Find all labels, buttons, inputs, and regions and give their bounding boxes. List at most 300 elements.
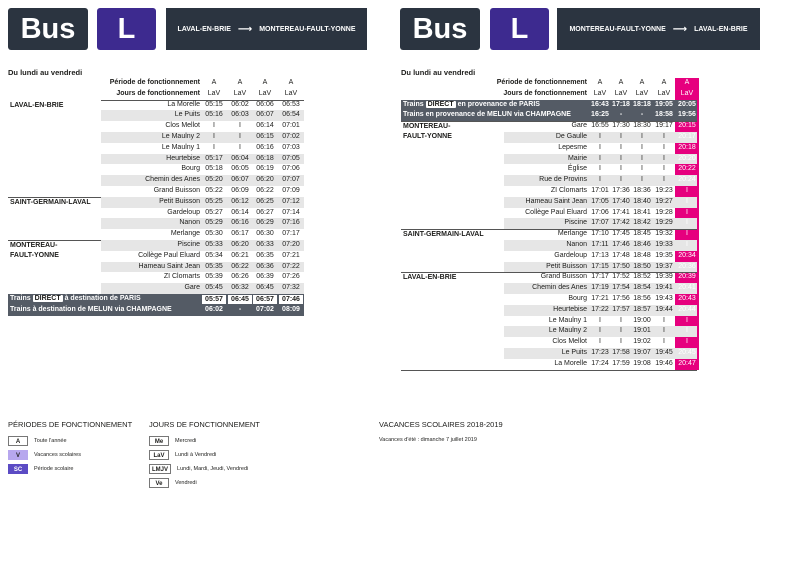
legend-item xyxy=(149,434,260,448)
time-cell: I xyxy=(663,143,665,151)
time-cell: 19:01 xyxy=(633,327,651,335)
zone-label: MONTEREAU- FAULT-YONNE xyxy=(10,242,59,259)
code-badge: SC xyxy=(8,464,28,474)
time-cell: 17:19 xyxy=(591,284,609,292)
time-cell: I xyxy=(239,143,241,151)
legend-label: Lundi, Mardi, Jeudi, Vendredi xyxy=(177,466,249,472)
time-cell: I xyxy=(641,154,643,162)
timetable-row xyxy=(101,132,304,143)
time-cell: 06:14 xyxy=(231,208,249,216)
time-cell: I xyxy=(599,338,601,346)
train-time: 17:18 xyxy=(612,100,630,108)
stop-name: Hameau Saint Jean xyxy=(525,197,587,205)
timetable-row xyxy=(504,154,697,165)
time-cell: 17:06 xyxy=(591,208,609,216)
bus-badge: Bus xyxy=(8,8,88,50)
train-label: Trains à destination de MELUN via CHAMPAGNE xyxy=(10,305,172,313)
time-cell: 18:41 xyxy=(633,208,651,216)
timetable-row xyxy=(101,229,304,240)
time-cell: 06:36 xyxy=(256,262,274,270)
timetable-row xyxy=(101,283,304,294)
header-cell: LaV xyxy=(258,89,272,97)
train-time: 05:57 xyxy=(202,295,226,305)
time-cell: 06:12 xyxy=(231,197,249,205)
header-cell: A xyxy=(661,79,667,86)
stop-name: Clos Mellot xyxy=(552,338,587,346)
time-cell: 20:18 xyxy=(678,143,696,151)
time-cell: 06:25 xyxy=(256,197,274,205)
time-cell: 05:29 xyxy=(205,219,223,227)
timetable-row xyxy=(504,197,697,208)
train-time: 06:57 xyxy=(253,295,277,305)
stop-name: Le Maulny 1 xyxy=(161,143,200,151)
time-cell: I xyxy=(686,230,688,238)
train-time: 18:18 xyxy=(633,100,651,108)
time-cell: 06:15 xyxy=(256,133,274,140)
time-cell: 17:36 xyxy=(612,187,630,194)
time-cell: 17:05 xyxy=(591,197,609,205)
legend-label: Période scolaire xyxy=(34,466,74,472)
timetable-row xyxy=(504,208,697,219)
stop-name: Grand Buisson xyxy=(153,187,200,194)
time-cell: 06:14 xyxy=(256,122,274,130)
direction-banner xyxy=(557,8,760,50)
code-badge: Me xyxy=(149,436,169,446)
time-cell: 05:20 xyxy=(205,176,223,184)
stop-name: Clos Mellot xyxy=(165,122,200,130)
stop-name: Chemin des Anes xyxy=(532,284,587,292)
time-cell: I xyxy=(599,143,601,151)
stop-name: De Gaulle xyxy=(555,133,587,140)
time-cell: 06:26 xyxy=(231,273,249,281)
stop-name: Bourg xyxy=(568,295,587,302)
stop-name: ZI Clomarts xyxy=(550,187,587,194)
train-time: 18:58 xyxy=(655,111,673,119)
time-cell: 05:35 xyxy=(205,262,223,270)
holidays-title: VACANCES SCOLAIRES 2018-2019 xyxy=(379,420,503,429)
time-cell: 20:34 xyxy=(678,251,696,259)
train-time: 20:05 xyxy=(678,100,696,108)
time-cell: 07:26 xyxy=(282,273,300,281)
time-cell: 19:39 xyxy=(655,273,673,281)
time-cell: I xyxy=(620,176,622,184)
time-cell: 06:06 xyxy=(256,100,274,108)
timetable-row xyxy=(504,283,697,294)
time-cell: I xyxy=(620,154,622,162)
stop-name: Petit Buisson xyxy=(159,197,200,205)
header-cell: LaV xyxy=(635,89,649,97)
stop-name: Collège Paul Eluard xyxy=(138,251,200,259)
destination-label: LAVAL-EN-BRIE xyxy=(694,25,748,33)
header-cell: LaV xyxy=(680,89,694,97)
timetable-row xyxy=(504,359,697,370)
time-cell: I xyxy=(599,327,601,335)
stop-name: Le Puits xyxy=(174,111,200,119)
timetable-row xyxy=(504,305,697,316)
time-cell: 18:56 xyxy=(633,295,651,302)
time-cell: 05:39 xyxy=(205,273,223,281)
train-time: - xyxy=(238,305,242,313)
time-cell: I xyxy=(663,133,665,140)
stop-name: Le Maulny 2 xyxy=(161,133,200,140)
time-cell: 18:57 xyxy=(633,305,651,313)
time-cell: 07:06 xyxy=(282,165,300,173)
time-cell: 16:55 xyxy=(591,122,609,130)
time-cell: 19:45 xyxy=(655,349,673,356)
bus-badge: Bus xyxy=(400,8,480,50)
train-time: 16:43 xyxy=(591,100,609,108)
time-cell: 19:27 xyxy=(655,197,673,205)
timetable-row xyxy=(504,326,697,337)
time-cell: 17:01 xyxy=(591,187,609,194)
direct-tag: DIRECT xyxy=(34,295,61,302)
timetable-row xyxy=(101,240,304,251)
stop-name: Le Puits xyxy=(561,349,587,356)
time-cell: I xyxy=(620,327,622,335)
time-cell: I xyxy=(663,338,665,346)
timetable-row xyxy=(504,337,697,348)
time-cell: 06:18 xyxy=(256,154,274,162)
time-cell: 20:15 xyxy=(678,122,696,130)
timetable-right xyxy=(401,78,697,380)
timetable-row xyxy=(101,154,304,165)
stop-name: Lepesme xyxy=(558,143,587,151)
stop-name: Piscine xyxy=(177,241,200,248)
time-cell: 20:24 xyxy=(678,176,696,184)
stop-name: Heurtebise xyxy=(553,305,587,313)
time-cell: I xyxy=(686,338,688,346)
time-cell: 17:48 xyxy=(612,251,630,259)
legend-days xyxy=(149,420,260,490)
zone-label: SAINT-GERMAIN-LAVAL xyxy=(403,231,484,239)
time-cell: 06:54 xyxy=(282,111,300,119)
time-cell: 06:45 xyxy=(256,284,274,292)
time-cell: 19:08 xyxy=(633,359,651,367)
stop-name: Nanon xyxy=(566,241,587,248)
stop-name: Bourg xyxy=(181,165,200,173)
time-cell: 20:47 xyxy=(678,359,696,367)
time-cell: 07:14 xyxy=(282,208,300,216)
days-caption: Du lundi au vendredi xyxy=(401,68,476,77)
time-cell: 17:07 xyxy=(591,219,609,227)
time-cell: I xyxy=(663,316,665,324)
time-cell: I xyxy=(599,154,601,162)
time-cell: 06:05 xyxy=(231,165,249,173)
time-cell: 19:29 xyxy=(655,219,673,227)
time-cell: 07:09 xyxy=(282,187,300,194)
time-cell: 19:43 xyxy=(655,295,673,302)
timetable-row xyxy=(504,186,697,197)
direction-banner xyxy=(166,8,367,50)
train-label: Trains en provenance de MELUN via CHAMPAGNE xyxy=(403,111,571,119)
timetable-row xyxy=(504,121,697,132)
time-cell: I xyxy=(239,122,241,130)
days-caption: Du lundi au vendredi xyxy=(8,68,83,77)
time-cell: 20:36 xyxy=(678,262,696,270)
stop-name: Grand Buisson xyxy=(540,273,587,281)
time-cell: 06:22 xyxy=(256,187,274,194)
timetable-row xyxy=(101,272,304,283)
train-melun-row xyxy=(8,305,304,316)
stop-name: Gardeloup xyxy=(554,251,587,259)
time-cell: 20:45 xyxy=(678,349,696,356)
legend-item xyxy=(8,434,132,448)
time-cell: 19:41 xyxy=(655,284,673,292)
time-cell: 06:32 xyxy=(231,284,249,292)
header-cell: A xyxy=(288,79,294,86)
time-cell: 05:45 xyxy=(205,284,223,292)
time-cell: I xyxy=(599,176,601,184)
time-cell: 18:45 xyxy=(633,230,651,238)
header-cell: A xyxy=(237,79,243,86)
train-suffix: à destination de PARIS xyxy=(64,295,141,302)
timetable-row xyxy=(101,175,304,186)
stop-name: Hameau Saint Jean xyxy=(138,262,200,270)
time-cell: 07:32 xyxy=(282,284,300,292)
time-cell: I xyxy=(641,176,643,184)
timetable-row xyxy=(101,197,304,208)
time-cell: 06:22 xyxy=(231,262,249,270)
stop-name: La Morelle xyxy=(554,359,587,367)
train-direct-row xyxy=(401,100,697,111)
time-cell: 06:17 xyxy=(231,230,249,238)
time-cell: 19:46 xyxy=(655,359,673,367)
legend-label: Vacances scolaires xyxy=(34,452,81,458)
train-time: 07:46 xyxy=(279,295,303,305)
header-cell: A xyxy=(618,79,624,86)
time-cell: 06:09 xyxy=(231,187,249,194)
time-cell: 06:33 xyxy=(256,241,274,248)
timetable-row xyxy=(504,229,697,240)
time-cell: 06:16 xyxy=(256,143,274,151)
timetable-row xyxy=(101,262,304,273)
header-cell: LaV xyxy=(657,89,671,97)
time-cell: 19:35 xyxy=(655,251,673,259)
time-cell: 18:50 xyxy=(633,262,651,270)
stop-name: Gare xyxy=(184,284,200,292)
time-cell: 05:33 xyxy=(205,241,223,248)
time-cell: I xyxy=(620,316,622,324)
time-cell: 06:53 xyxy=(282,100,300,108)
time-cell: 17:15 xyxy=(591,262,609,270)
time-cell: I xyxy=(213,122,215,130)
time-cell: 17:21 xyxy=(591,295,609,302)
train-time: 07:02 xyxy=(256,305,274,313)
time-cell: 07:17 xyxy=(282,230,300,238)
time-cell: 07:16 xyxy=(282,219,300,227)
time-cell: 06:20 xyxy=(256,176,274,184)
train-direct-row xyxy=(8,294,304,305)
zone-label: LAVAL-EN-BRIE xyxy=(403,274,457,282)
time-cell: 17:10 xyxy=(591,230,609,238)
time-cell: I xyxy=(686,327,688,335)
code-badge: Ve xyxy=(149,478,169,488)
stop-name: Merlange xyxy=(170,230,200,238)
time-cell: 05:27 xyxy=(205,208,223,216)
zone-label: LAVAL-EN-BRIE xyxy=(10,101,64,109)
time-cell: 07:03 xyxy=(282,143,300,151)
origin-label: MONTEREAU-FAULT-YONNE xyxy=(569,25,666,33)
timetable-row xyxy=(101,100,304,111)
stop-name: Gardeloup xyxy=(167,208,200,216)
code-badge: LMJV xyxy=(149,464,171,474)
time-cell: 17:45 xyxy=(612,230,630,238)
stop-name: Collège Paul Eluard xyxy=(525,208,587,216)
header-cell: A xyxy=(211,79,217,86)
time-cell: 17:56 xyxy=(612,295,630,302)
stop-name: ZI Clomarts xyxy=(163,273,200,281)
time-cell: 07:20 xyxy=(282,241,300,248)
time-cell: 05:30 xyxy=(205,230,223,238)
timetable-row xyxy=(504,164,697,175)
time-cell: 06:27 xyxy=(256,208,274,216)
train-prefix: Trains xyxy=(10,295,31,302)
time-cell: 06:19 xyxy=(256,165,274,173)
zone-label: MONTEREAU- FAULT-YONNE xyxy=(403,123,452,140)
legend-item xyxy=(8,448,132,462)
train-melun-row xyxy=(401,110,697,121)
time-cell: I xyxy=(620,143,622,151)
train-suffix: en provenance de PARIS xyxy=(457,100,540,108)
timetable-row xyxy=(101,110,304,121)
time-cell: 19:32 xyxy=(655,230,673,238)
timetable-row xyxy=(504,262,697,273)
time-cell: 06:21 xyxy=(231,251,249,259)
code-badge: LaV xyxy=(149,450,169,460)
stop-name: Petit Buisson xyxy=(546,262,587,270)
header-cell: A xyxy=(639,79,645,86)
stop-name: Église xyxy=(567,165,587,173)
timetable-row xyxy=(504,132,697,143)
time-cell: 20:39 xyxy=(678,273,696,281)
header-cell: LaV xyxy=(284,89,298,97)
time-cell: 18:40 xyxy=(633,197,651,205)
header-label: Période de fonctionnement xyxy=(496,79,587,86)
header-cell: A xyxy=(684,79,690,86)
time-cell: 20:20 xyxy=(678,154,696,162)
time-cell: I xyxy=(239,133,241,140)
zone-label: SAINT-GERMAIN-LAVAL xyxy=(10,198,91,206)
time-cell: I xyxy=(620,165,622,173)
time-cell: 06:16 xyxy=(231,219,249,227)
time-cell: I xyxy=(599,165,601,173)
time-cell: 06:02 xyxy=(231,100,249,108)
time-cell: 06:03 xyxy=(231,111,249,119)
timetable-row xyxy=(101,121,304,132)
legend-item xyxy=(8,462,132,476)
time-cell: I xyxy=(686,208,688,216)
time-cell: I xyxy=(686,187,688,194)
timetable-row xyxy=(101,208,304,219)
legend-item xyxy=(149,448,260,462)
time-cell: I xyxy=(599,316,601,324)
time-cell: 17:11 xyxy=(591,241,609,248)
time-cell: 17:57 xyxy=(612,305,630,313)
time-cell: 17:52 xyxy=(612,273,630,281)
code-badge: A xyxy=(8,436,28,446)
timetable-row xyxy=(101,186,304,197)
time-cell: 20:41 xyxy=(678,284,696,292)
time-cell: 19:37 xyxy=(655,262,673,270)
time-cell: I xyxy=(213,133,215,140)
legend-periods xyxy=(8,420,132,476)
destination-label: MONTEREAU-FAULT-YONNE xyxy=(259,25,356,33)
time-cell: 06:30 xyxy=(256,230,274,238)
timetable-row xyxy=(504,240,697,251)
timetable-row xyxy=(504,294,697,305)
time-cell: 17:42 xyxy=(612,219,630,227)
legend-label: Lundi à Vendredi xyxy=(175,452,217,458)
time-cell: I xyxy=(641,165,643,173)
train-time: 16:25 xyxy=(591,111,609,119)
header-label: Jours de fonctionnement xyxy=(503,89,587,97)
header-label: Période de fonctionnement xyxy=(109,79,200,86)
table-bottom-line xyxy=(401,370,697,371)
timetable-row xyxy=(504,316,697,327)
header-cell: LaV xyxy=(614,89,628,97)
time-cell: I xyxy=(599,133,601,140)
time-cell: 05:25 xyxy=(205,197,223,205)
legend-label: Vendredi xyxy=(175,480,197,486)
time-cell: 20:22 xyxy=(678,165,696,173)
time-cell: 18:30 xyxy=(633,122,651,130)
stop-name: Chemin des Anes xyxy=(145,176,200,184)
time-cell: 07:01 xyxy=(282,122,300,130)
time-cell: 17:54 xyxy=(612,284,630,292)
time-cell: 19:28 xyxy=(655,208,673,216)
legend-periods-title: PÉRIODES DE FONCTIONNEMENT xyxy=(8,420,133,429)
time-cell: 06:20 xyxy=(231,241,249,248)
time-cell: 19:33 xyxy=(655,241,673,248)
legend-holidays xyxy=(379,420,503,443)
stop-name: Heurtebise xyxy=(166,154,200,162)
stop-name: Nanon xyxy=(179,219,200,227)
stop-name: Merlange xyxy=(557,230,587,238)
time-cell: 19:44 xyxy=(655,305,673,313)
time-cell: 17:59 xyxy=(612,359,630,367)
time-cell: 07:07 xyxy=(282,176,300,184)
time-cell: 05:16 xyxy=(205,111,223,119)
time-cell: 20:44 xyxy=(678,305,696,313)
time-cell: 07:05 xyxy=(282,154,300,162)
train-time: 19:05 xyxy=(655,100,673,108)
timetable-row xyxy=(504,218,697,229)
time-cell: 19:02 xyxy=(633,338,651,346)
header-cell: A xyxy=(262,79,268,86)
header-label: Jours de fonctionnement xyxy=(116,89,200,97)
time-cell: 06:07 xyxy=(256,111,274,119)
arrow-right-icon: ⟶ xyxy=(237,23,253,35)
time-cell: 17:13 xyxy=(591,251,609,259)
train-time: 06:45 xyxy=(228,295,252,305)
train-time: 08:09 xyxy=(282,305,300,313)
time-cell: 18:46 xyxy=(633,241,651,248)
time-cell: 17:24 xyxy=(591,359,609,367)
train-prefix: Trains xyxy=(403,100,424,108)
train-time: - xyxy=(640,111,644,119)
time-cell: I xyxy=(663,176,665,184)
stop-name: La Morelle xyxy=(167,100,200,108)
time-cell: I xyxy=(686,197,688,205)
time-cell: 17:50 xyxy=(612,262,630,270)
header-cell: LaV xyxy=(233,89,247,97)
timetable-left xyxy=(8,78,304,313)
timetable-row xyxy=(504,143,697,154)
time-cell: 18:52 xyxy=(633,273,651,281)
legend-item xyxy=(149,462,260,476)
line-badge: L xyxy=(97,8,156,50)
time-cell: 05:22 xyxy=(205,187,223,194)
